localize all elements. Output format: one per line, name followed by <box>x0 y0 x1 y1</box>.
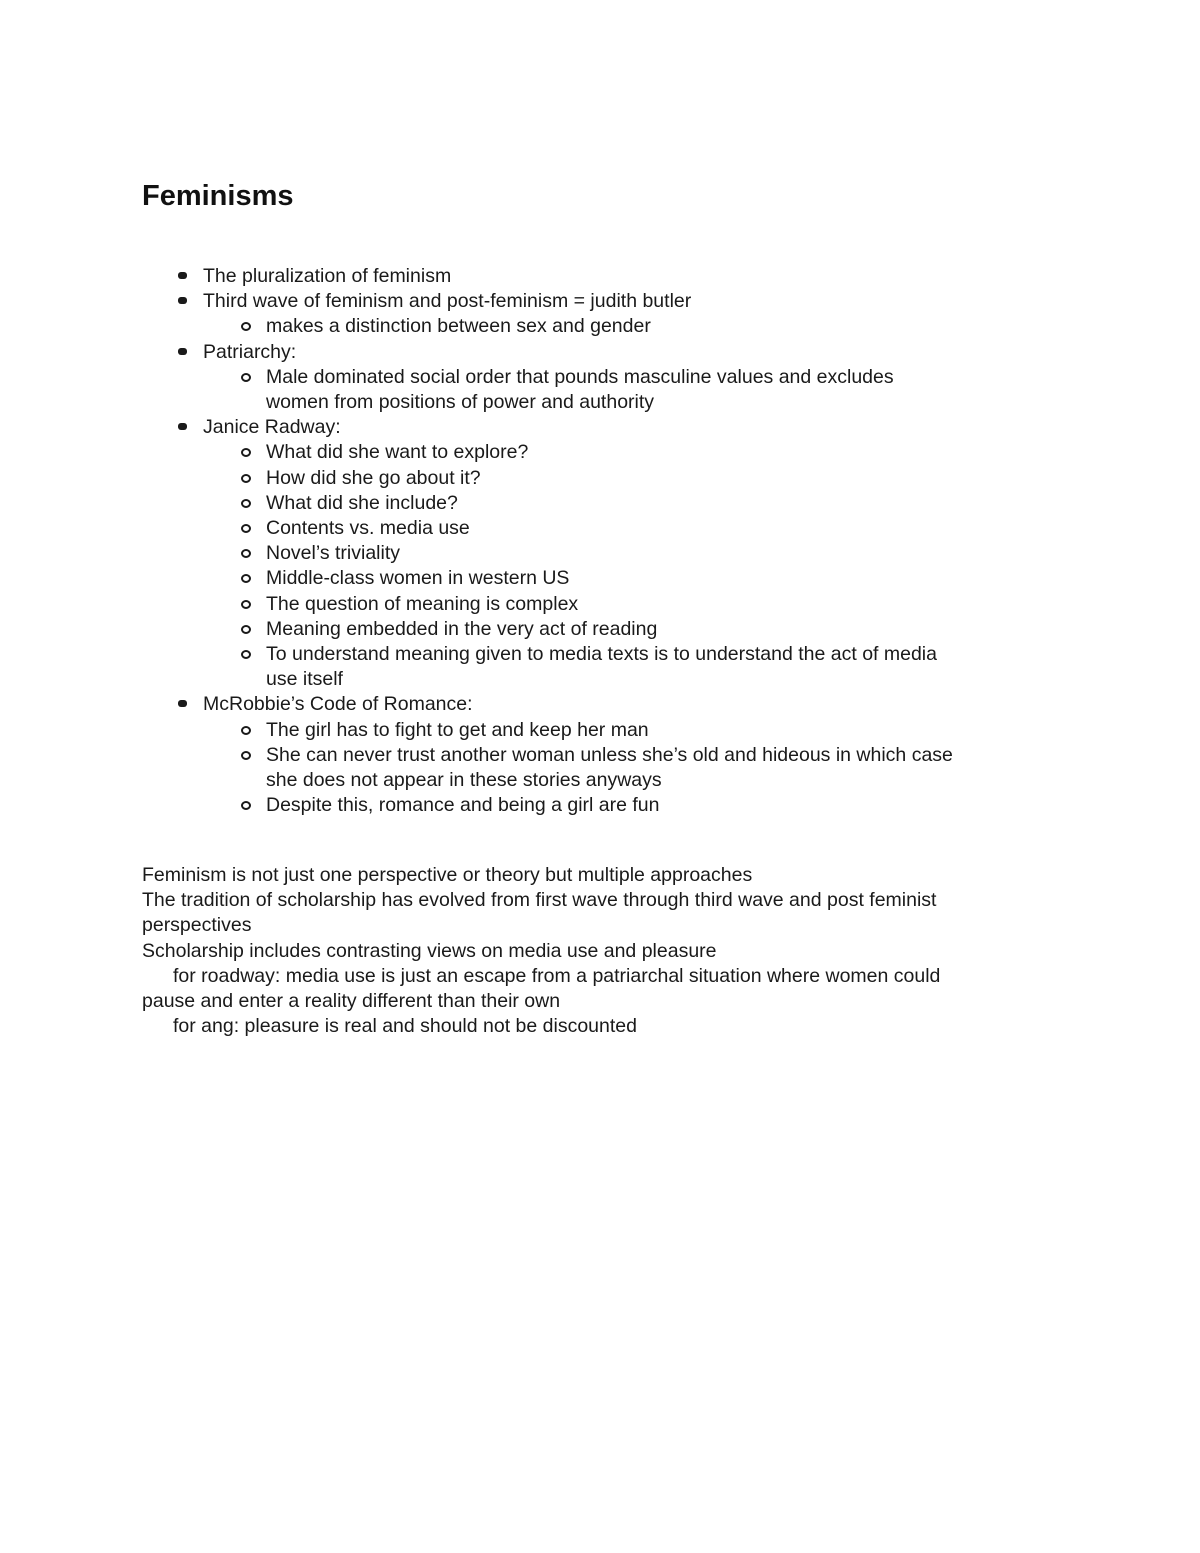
hollow-bullet-icon <box>241 574 251 583</box>
summary-line: for ang: pleasure is real and should not be discounted <box>173 1015 637 1038</box>
outline-text: To understand meaning given to media texts is to understand the act of media <box>266 643 937 666</box>
outline-text: Meaning embedded in the very act of reading <box>266 617 658 640</box>
summary-line: pause and enter a reality different than their own <box>142 990 561 1013</box>
outline-item <box>0 692 1200 717</box>
outline-subitem <box>0 491 1200 516</box>
outline-text: Third wave of feminism and post-feminism = judith butler <box>203 290 692 313</box>
hollow-bullet-icon <box>241 524 251 533</box>
filled-bullet-icon <box>178 423 187 430</box>
outline-subitem <box>0 314 1200 339</box>
outline-subitem <box>0 617 1200 642</box>
bullet-outline <box>0 264 1200 818</box>
outline-item <box>0 289 1200 314</box>
hollow-bullet-icon <box>241 373 251 382</box>
outline-subitem <box>0 718 1200 743</box>
hollow-bullet-icon <box>241 801 251 810</box>
outline-subitem <box>0 592 1200 617</box>
outline-subitem <box>0 440 1200 465</box>
hollow-bullet-icon <box>241 600 251 609</box>
outline-text: What did she include? <box>266 491 458 514</box>
hollow-bullet-icon <box>241 448 251 457</box>
hollow-bullet-icon <box>241 726 251 735</box>
filled-bullet-icon <box>178 272 187 279</box>
outline-text: How did she go about it? <box>266 466 481 489</box>
outline-subitem <box>0 390 1200 415</box>
outline-text: Male dominated social order that pounds masculine values and excludes <box>266 365 894 388</box>
outline-text: use itself <box>266 668 343 691</box>
hollow-bullet-icon <box>241 549 251 558</box>
filled-bullet-icon <box>178 348 187 355</box>
outline-text: The girl has to fight to get and keep her man <box>266 718 649 741</box>
filled-bullet-icon <box>178 297 187 304</box>
outline-text: Contents vs. media use <box>266 517 470 540</box>
outline-item <box>0 264 1200 289</box>
outline-subitem <box>0 566 1200 591</box>
hollow-bullet-icon <box>241 322 251 331</box>
outline-text: Patriarchy: <box>203 340 297 363</box>
outline-item <box>0 340 1200 365</box>
outline-subitem <box>0 743 1200 768</box>
outline-subitem <box>0 642 1200 667</box>
outline-subitem <box>0 768 1200 793</box>
hollow-bullet-icon <box>241 650 251 659</box>
outline-subitem <box>0 516 1200 541</box>
outline-text: What did she want to explore? <box>266 441 529 464</box>
summary-line: for roadway: media use is just an escape from a patriarchal situation where women could <box>173 964 941 987</box>
summary-line: The tradition of scholarship has evolved from first wave through third wave and post feminist <box>142 889 937 912</box>
outline-text: makes a distinction between sex and gender <box>266 315 651 338</box>
document-title: Feminisms <box>142 180 294 212</box>
outline-text: Despite this, romance and being a girl are fun <box>266 794 660 817</box>
hollow-bullet-icon <box>241 625 251 634</box>
summary-line: perspectives <box>142 914 252 937</box>
filled-bullet-icon <box>178 700 187 707</box>
outline-subitem <box>0 466 1200 491</box>
outline-text: Middle-class women in western US <box>266 567 570 590</box>
outline-text: McRobbie’s Code of Romance: <box>203 693 473 716</box>
outline-text: Novel’s triviality <box>266 542 401 565</box>
outline-text: Janice Radway: <box>203 416 341 439</box>
outline-item <box>0 415 1200 440</box>
outline-text: The pluralization of feminism <box>203 265 452 287</box>
outline-subitem <box>0 541 1200 566</box>
outline-subitem <box>0 793 1200 818</box>
outline-subitem <box>0 365 1200 390</box>
hollow-bullet-icon <box>241 474 251 483</box>
summary-paragraphs <box>142 863 1062 1039</box>
outline-subitem <box>0 667 1200 692</box>
outline-text: women from positions of power and authority <box>266 391 655 414</box>
summary-line: Scholarship includes contrasting views on media use and pleasure <box>142 939 717 962</box>
outline-text: She can never trust another woman unless she’s old and hideous in which case <box>266 743 953 766</box>
hollow-bullet-icon <box>241 499 251 508</box>
outline-text: she does not appear in these stories anyways <box>266 769 662 792</box>
summary-line: Feminism is not just one perspective or theory but multiple approaches <box>142 864 753 886</box>
outline-text: The question of meaning is complex <box>266 592 579 615</box>
hollow-bullet-icon <box>241 751 251 760</box>
